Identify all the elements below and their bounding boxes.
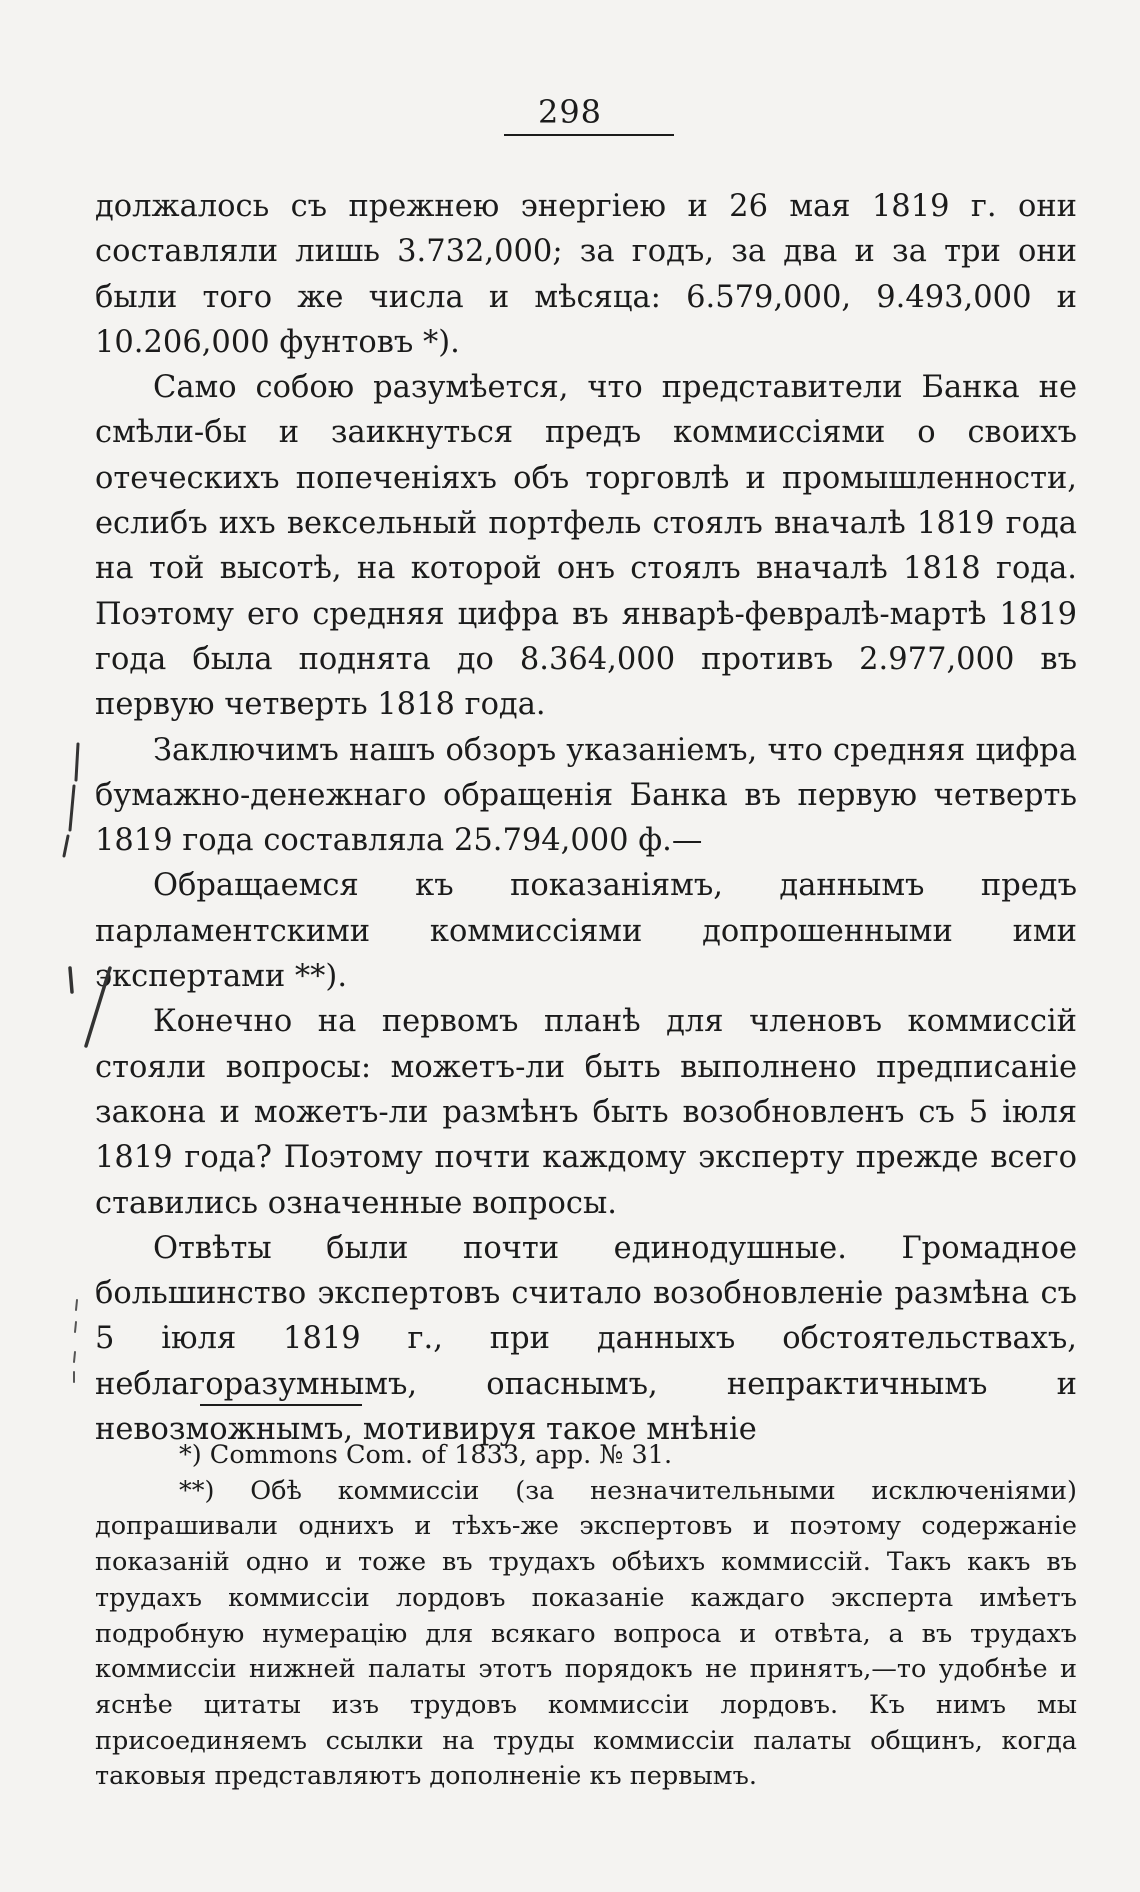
paragraph-commission-questions: Конечно на первомъ планѣ для членовъ коммиссій стояли вопросы: можетъ-ли быть выполнено предписаніе закона и можетъ-ли размѣнъ быть возобновленъ съ 5 іюля 1819 года? Поэтому почти каждому эксперту прежде всего ставились означенные вопросы. — [95, 1004, 1077, 1221]
margin-pencil-mark — [56, 740, 86, 860]
paragraph-expert-answers: Отвѣты были почти единодушные. Громадное большинство экспертовъ считало возобновленіе размѣна съ 5 іюля 1819 г., при данныхъ обстоятельствахъ, неблагоразумнымъ, опаснымъ, непрактичнымъ и невозможнымъ, мотивируя такое мнѣніе — [95, 1230, 1077, 1448]
page-number-underline — [504, 134, 674, 136]
main-text — [95, 184, 1077, 1452]
footnotes — [95, 1438, 1077, 1795]
footnote-2: **) Обѣ коммиссіи (за незначительными исключеніями) допрашивали однихъ и тѣхъ-же экспертовъ и поэтому содержаніе показаній одно и тоже въ трудахъ обѣихъ коммиссій. Такъ какъ въ трудахъ коммиссіи лордовъ показаніе каждаго эксперта имѣетъ подробную нумерацію для всякаго вопроса и отвѣта, а въ трудахъ коммиссіи нижней палаты этотъ порядокъ не принятъ,—то удобнѣе и яснѣе цитаты изъ трудовъ коммиссіи лордовъ. Къ нимъ мы присоединяемъ ссылки на труды коммиссіи палаты общинъ, когда таковыя представляютъ дополненіе къ первымъ. — [95, 1475, 1077, 1792]
paragraph-bank-representatives: Само собою разумѣется, что представители Банка не смѣли-бы и заикнуться предъ коммиссіями о своихъ отеческихъ попеченіяхъ объ торговлѣ и промышленности, еслибъ ихъ вексельный портфель стоялъ вначалѣ 1819 года на той высотѣ, на которой онъ стоялъ вначалѣ 1818 года. Поэтому его средняя цифра въ январѣ-февралѣ-мартѣ 1819 года была поднята до 8.364,000 противъ 2.977,000 въ первую четверть 1818 года. — [95, 370, 1077, 723]
margin-pencil-dots — [70, 1296, 84, 1386]
footnote-1: *) Commons Com. of 1833, app. № 31. — [179, 1440, 673, 1470]
paragraph-expert-testimony: Обращаемся къ показаніямъ, даннымъ предъ парламентскими коммиссіями допрошенными ими экспертами **). — [95, 868, 1077, 995]
paragraph-continuation: должалось съ прежнею энергіею и 26 мая 1819 г. они составляли лишь 3.732,000; за годъ, за два и за три они были того же числа и мѣсяца: 6.579,000, 9.493,000 и 10.206,000 фунтовъ *). — [95, 189, 1077, 360]
page-number: 298 — [537, 93, 603, 131]
paragraph-circulation-summary: Заключимъ нашъ обзоръ указаніемъ, что средняя цифра бумажно-денежнаго обращенія Банка въ первую четверть 1819 года составляла 25.794,000 ф.— — [95, 732, 1077, 859]
margin-pencil-check-mark — [58, 962, 118, 1052]
footnote-separator — [200, 1404, 362, 1406]
